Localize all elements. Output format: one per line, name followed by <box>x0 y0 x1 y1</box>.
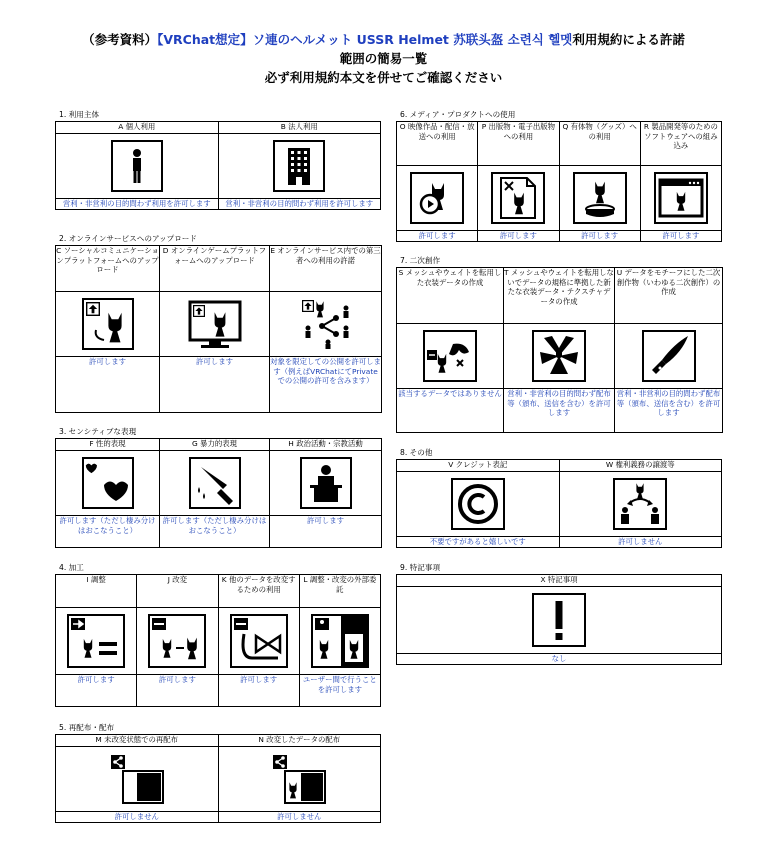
section-3-label: 3. センシティブな表現 <box>59 427 137 436</box>
title-product-korean: 소련식 헬멧 <box>503 32 573 47</box>
distribute-modified-icon <box>271 753 327 805</box>
item-e-icon-cell <box>270 292 382 357</box>
software-icon <box>654 172 708 224</box>
item-m-footer: 許可しません <box>56 812 219 823</box>
item-k-header: K 他のデータを改変するための利用 <box>218 575 299 608</box>
item-a-header: A 個人利用 <box>56 122 219 134</box>
item-u-icon-cell <box>615 324 723 389</box>
item-t-header: T メッシュやウェイトを転用しないでデータの規格に準拠した新たな衣装データ・テクスチャデータの作成 <box>504 268 615 324</box>
section-1-label: 1. 利用主体 <box>59 110 100 119</box>
item-p-icon-cell <box>478 166 559 231</box>
item-m-header: M 未改変状態での再配布 <box>56 735 219 747</box>
item-g-header: G 暴力的表現 <box>160 439 270 451</box>
item-k-icon-cell <box>218 608 299 675</box>
item-q-header: Q 有体物（グッズ）への利用 <box>559 122 640 166</box>
item-i-footer: 許可します <box>56 675 137 707</box>
section-5-table <box>55 734 381 823</box>
item-c-header: C ソーシャルコミュニケーションプラットフォームへのアップロード <box>56 246 160 292</box>
item-h-footer: 許可します <box>270 516 382 548</box>
item-m-icon-cell <box>56 747 219 812</box>
section-8-table <box>396 459 722 548</box>
item-r-header: R 製品開発等のためのソフトウェアへの組み込み <box>640 122 721 166</box>
podium-icon <box>300 457 352 509</box>
item-f-icon-cell <box>56 451 160 516</box>
item-p-header: P 出版物・電子出版物への利用 <box>478 122 559 166</box>
item-x-icon-cell <box>397 587 722 654</box>
item-d-footer: 許可します <box>160 357 270 413</box>
section-3-table <box>55 438 382 548</box>
section-2-table <box>55 245 382 413</box>
item-j-icon-cell <box>137 608 218 675</box>
upload-avatar-icon <box>82 298 134 350</box>
title-product: 【VRChat想定】ソ連のヘルメット USSR Helmet 苏联头盔 <box>157 32 504 47</box>
item-p-footer: 許可します <box>478 231 559 242</box>
title-line-2: 範囲の簡易一覧 <box>339 51 428 66</box>
item-j-footer: 許可します <box>137 675 218 707</box>
item-c-footer: 許可します <box>56 357 160 413</box>
item-l-header: L 調整・改変の外部委託 <box>299 575 380 608</box>
item-f-header: F 性的表現 <box>56 439 160 451</box>
item-x-header: X 特記事項 <box>397 575 722 587</box>
section-4-label: 4. 加工 <box>59 563 84 572</box>
section-9-label: 9. 特記事項 <box>400 563 441 572</box>
item-i-icon-cell <box>56 608 137 675</box>
redistribute-icon <box>109 753 165 805</box>
item-b-footer: 営利・非営利の目的問わず利用を許可します <box>218 199 381 210</box>
title-line-1 <box>0 30 767 49</box>
document-icon <box>491 172 545 224</box>
item-e-header: E オンラインサービス内での第三者への利用の許諾 <box>270 246 382 292</box>
item-d-icon-cell <box>160 292 270 357</box>
item-l-icon-cell <box>299 608 380 675</box>
item-l-footer: ユーザー間で行うことを許可します <box>299 675 380 707</box>
item-t-icon-cell <box>504 324 615 389</box>
item-s-header: S メッシュやウェイトを転用した衣装データの作成 <box>397 268 504 324</box>
item-h-icon-cell <box>270 451 382 516</box>
page-title <box>0 30 767 87</box>
item-o-footer: 許可します <box>397 231 478 242</box>
copyright-icon <box>451 478 505 530</box>
flower-icon <box>532 330 586 382</box>
item-u-footer: 営利・非営利の目的問わず配布等（頒布、送信を含む）を許可します <box>615 389 723 433</box>
item-j-header: J 改変 <box>137 575 218 608</box>
item-s-footer: 該当するデータではありません <box>397 389 504 433</box>
item-w-header: W 権利義務の譲渡等 <box>559 460 722 472</box>
item-q-icon-cell <box>559 166 640 231</box>
item-g-footer: 許可します（ただし棲み分けはおこなうこと） <box>160 516 270 548</box>
item-q-footer: 許可します <box>559 231 640 242</box>
section-8-label: 8. その他 <box>400 448 433 457</box>
mesh-transfer-icon <box>423 330 477 382</box>
item-r-icon-cell <box>640 166 721 231</box>
section-7-label: 7. 二次創作 <box>400 256 441 265</box>
adjust-icon <box>67 614 125 668</box>
item-c-icon-cell <box>56 292 160 357</box>
item-s-icon-cell <box>397 324 504 389</box>
transfer-rights-icon <box>613 478 667 530</box>
item-r-footer: 許可します <box>640 231 721 242</box>
item-a-footer: 営利・非営利の目的問わず利用を許可します <box>56 199 219 210</box>
title-prefix: （参考資料） <box>82 32 158 47</box>
item-h-header: H 政治活動・宗教活動 <box>270 439 382 451</box>
item-n-icon-cell <box>218 747 381 812</box>
item-o-header: O 映像作品・配信・放送への利用 <box>397 122 478 166</box>
section-6-label: 6. メディア・プロダクトへの使用 <box>400 110 516 119</box>
item-v-icon-cell <box>397 472 560 537</box>
item-k-footer: 許可します <box>218 675 299 707</box>
share-users-icon <box>300 298 352 350</box>
item-d-header: D オンラインゲームプラットフォームへのアップロード <box>160 246 270 292</box>
hearts-icon <box>82 457 134 509</box>
item-w-footer: 許可しません <box>559 537 722 548</box>
item-v-header: V クレジット表記 <box>397 460 560 472</box>
title-line-3: 必ず利用規約本文を併せてご確認ください <box>264 70 503 85</box>
knife-icon <box>189 457 241 509</box>
building-icon <box>273 140 325 192</box>
item-x-footer: なし <box>397 654 722 665</box>
modify-icon <box>148 614 206 668</box>
pen-nib-icon <box>642 330 696 382</box>
section-9-table <box>396 574 722 665</box>
item-w-icon-cell <box>559 472 722 537</box>
item-n-header: N 改変したデータの配布 <box>218 735 381 747</box>
upload-monitor-icon <box>187 298 243 350</box>
item-o-icon-cell <box>397 166 478 231</box>
outsource-icon <box>311 614 369 668</box>
video-icon <box>410 172 464 224</box>
section-2-label: 2. オンラインサービスへのアップロード <box>59 234 197 243</box>
item-i-header: I 調整 <box>56 575 137 608</box>
item-a-icon-cell <box>56 134 219 199</box>
item-g-icon-cell <box>160 451 270 516</box>
title-suffix: 利用規約による許諾 <box>572 32 685 47</box>
section-7-table <box>396 267 723 433</box>
item-u-header: U データをモチーフにした二次創作物（いわゆる二次創作）の作成 <box>615 268 723 324</box>
person-icon <box>111 140 163 192</box>
item-b-icon-cell <box>218 134 381 199</box>
bow-icon <box>230 614 288 668</box>
item-n-footer: 許可しません <box>218 812 381 823</box>
section-4-table <box>55 574 381 707</box>
section-5-label: 5. 再配布・配布 <box>59 723 115 732</box>
section-6-table <box>396 121 722 242</box>
item-f-footer: 許可します（ただし棲み分けはおこなうこと） <box>56 516 160 548</box>
item-t-footer: 営利・非営利の目的問わず配布等（頒布、送信を含む）を許可します <box>504 389 615 433</box>
item-v-footer: 不要ですがあると嬉しいです <box>397 537 560 548</box>
exclamation-icon <box>532 593 586 647</box>
section-1-table <box>55 121 381 210</box>
item-e-footer: 対象を限定しての公開を許可します（例えばVRChatにてPrivateでの公開の許可を含みます） <box>270 357 382 413</box>
item-b-header: B 法人利用 <box>218 122 381 134</box>
figure-icon <box>573 172 627 224</box>
